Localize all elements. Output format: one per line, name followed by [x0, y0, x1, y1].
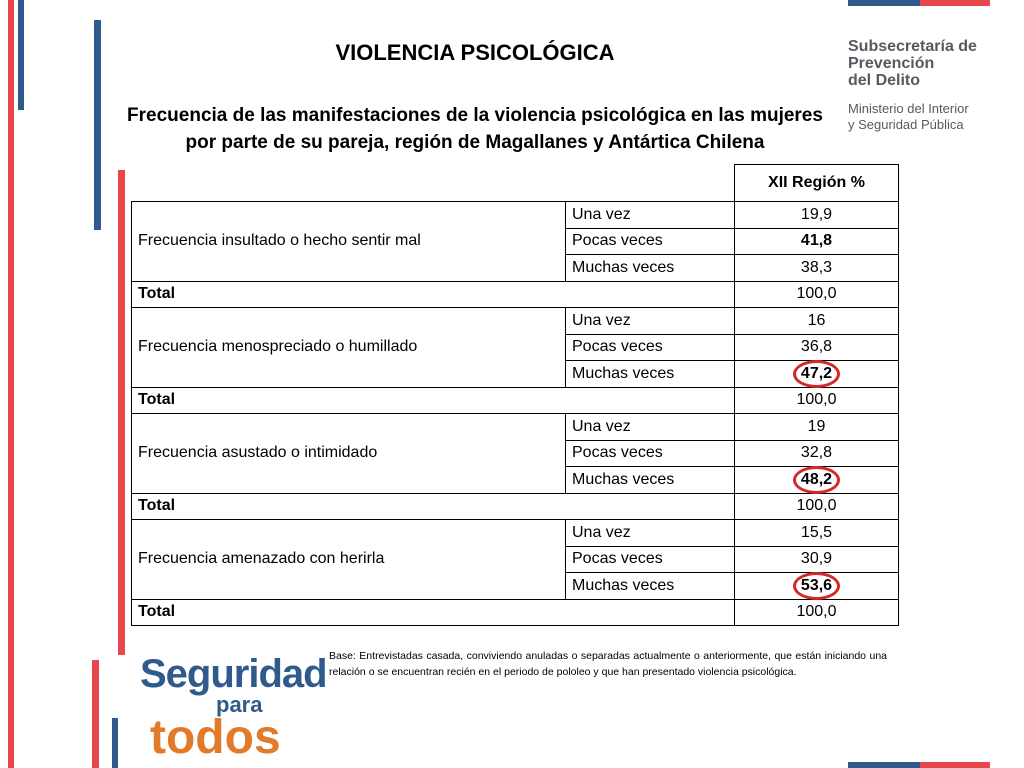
decor-bar-red-top-left: [8, 0, 14, 768]
freq-label: Pocas veces: [566, 440, 735, 467]
freq-label: Pocas veces: [566, 228, 735, 255]
logo-word-seguridad: Seguridad: [140, 652, 327, 696]
freq-value: 36,8: [735, 334, 899, 361]
frequency-table: [131, 164, 899, 626]
logo-word-para: para: [216, 692, 263, 717]
subtitle-line-1: Frecuencia de las manifestaciones de la violencia psicológica en las mujeres: [127, 105, 823, 126]
table-header-region: XII Región %: [735, 165, 899, 202]
freq-value: 32,8: [735, 440, 899, 467]
group-label: Frecuencia insultado o hecho sentir mal: [132, 202, 566, 282]
freq-label: Pocas veces: [566, 334, 735, 361]
subtitle-line-2: por parte de su pareja, región de Magallanes y Antártica Chilena: [185, 132, 765, 153]
freq-value: 15,5: [735, 520, 899, 547]
freq-value: 16: [735, 308, 899, 335]
decor-bar-red-bottomright: [920, 762, 990, 768]
freq-value-circled: 47,2: [793, 360, 840, 388]
org-name-line-1: Subsecretaría de: [848, 38, 977, 55]
decor-bar-red-bottom: [92, 660, 99, 768]
org-name-line-2: Prevención: [848, 55, 935, 72]
freq-value: 19: [735, 414, 899, 441]
group-label: Frecuencia menospreciado o humillado: [132, 308, 566, 388]
freq-value-circled: 53,6: [793, 572, 840, 600]
freq-value-circled: 48,2: [793, 466, 840, 494]
decor-bar-blue-bottomright: [848, 762, 920, 768]
page-title: VIOLENCIA PSICOLÓGICA: [335, 40, 615, 65]
table-total-row: [132, 493, 899, 520]
table-row: [132, 308, 899, 335]
seguridad-para-todos-logo: [140, 652, 327, 764]
freq-label: Muchas veces: [566, 361, 735, 388]
org-ministry-line-2: y Seguridad Pública: [848, 117, 964, 132]
freq-value-highlight: 41,8: [735, 228, 899, 255]
decor-bar-red-mid: [118, 170, 125, 655]
freq-label: Una vez: [566, 414, 735, 441]
table-total-row: [132, 387, 899, 414]
org-name-line-3: del Delito: [848, 72, 921, 89]
freq-value-circled-cell: [735, 573, 899, 600]
freq-label: Una vez: [566, 520, 735, 547]
freq-value: 19,9: [735, 202, 899, 229]
group-label: Frecuencia asustado o intimidado: [132, 414, 566, 494]
decor-bar-blue-topright: [848, 0, 920, 6]
total-label: Total: [132, 387, 735, 414]
table-header-row: [132, 165, 899, 202]
total-label: Total: [132, 281, 735, 308]
table-row: [132, 414, 899, 441]
total-label: Total: [132, 493, 735, 520]
page-subtitle: [110, 102, 840, 156]
org-block: [848, 38, 977, 133]
freq-label: Una vez: [566, 202, 735, 229]
freq-label: Muchas veces: [566, 573, 735, 600]
logo-word-todos: todos: [150, 711, 281, 764]
total-label: Total: [132, 599, 735, 626]
total-value: 100,0: [735, 599, 899, 626]
org-ministry-line-1: Ministerio del Interior: [848, 101, 969, 116]
freq-label: Pocas veces: [566, 546, 735, 573]
table-row: [132, 520, 899, 547]
decor-bar-blue-bottom: [112, 718, 118, 768]
group-label: Frecuencia amenazado con herirla: [132, 520, 566, 600]
freq-value-circled-cell: [735, 361, 899, 388]
total-value: 100,0: [735, 281, 899, 308]
table-header-blank: [132, 165, 735, 202]
freq-label: Muchas veces: [566, 467, 735, 494]
base-note: Base: Entrevistadas casada, conviviendo anuladas o separadas actualmente o anteriormente, que están iniciando una relación o se encuentran recién en el periodo de pololeo y que han presentado violencia psicológica.: [329, 650, 887, 678]
freq-value: 38,3: [735, 255, 899, 282]
freq-label: Una vez: [566, 308, 735, 335]
freq-label: Muchas veces: [566, 255, 735, 282]
table-total-row: [132, 599, 899, 626]
decor-bar-red-topright: [920, 0, 990, 6]
table-total-row: [132, 281, 899, 308]
freq-value-circled-cell: [735, 467, 899, 494]
total-value: 100,0: [735, 493, 899, 520]
total-value: 100,0: [735, 387, 899, 414]
freq-value: 30,9: [735, 546, 899, 573]
table-row: [132, 202, 899, 229]
